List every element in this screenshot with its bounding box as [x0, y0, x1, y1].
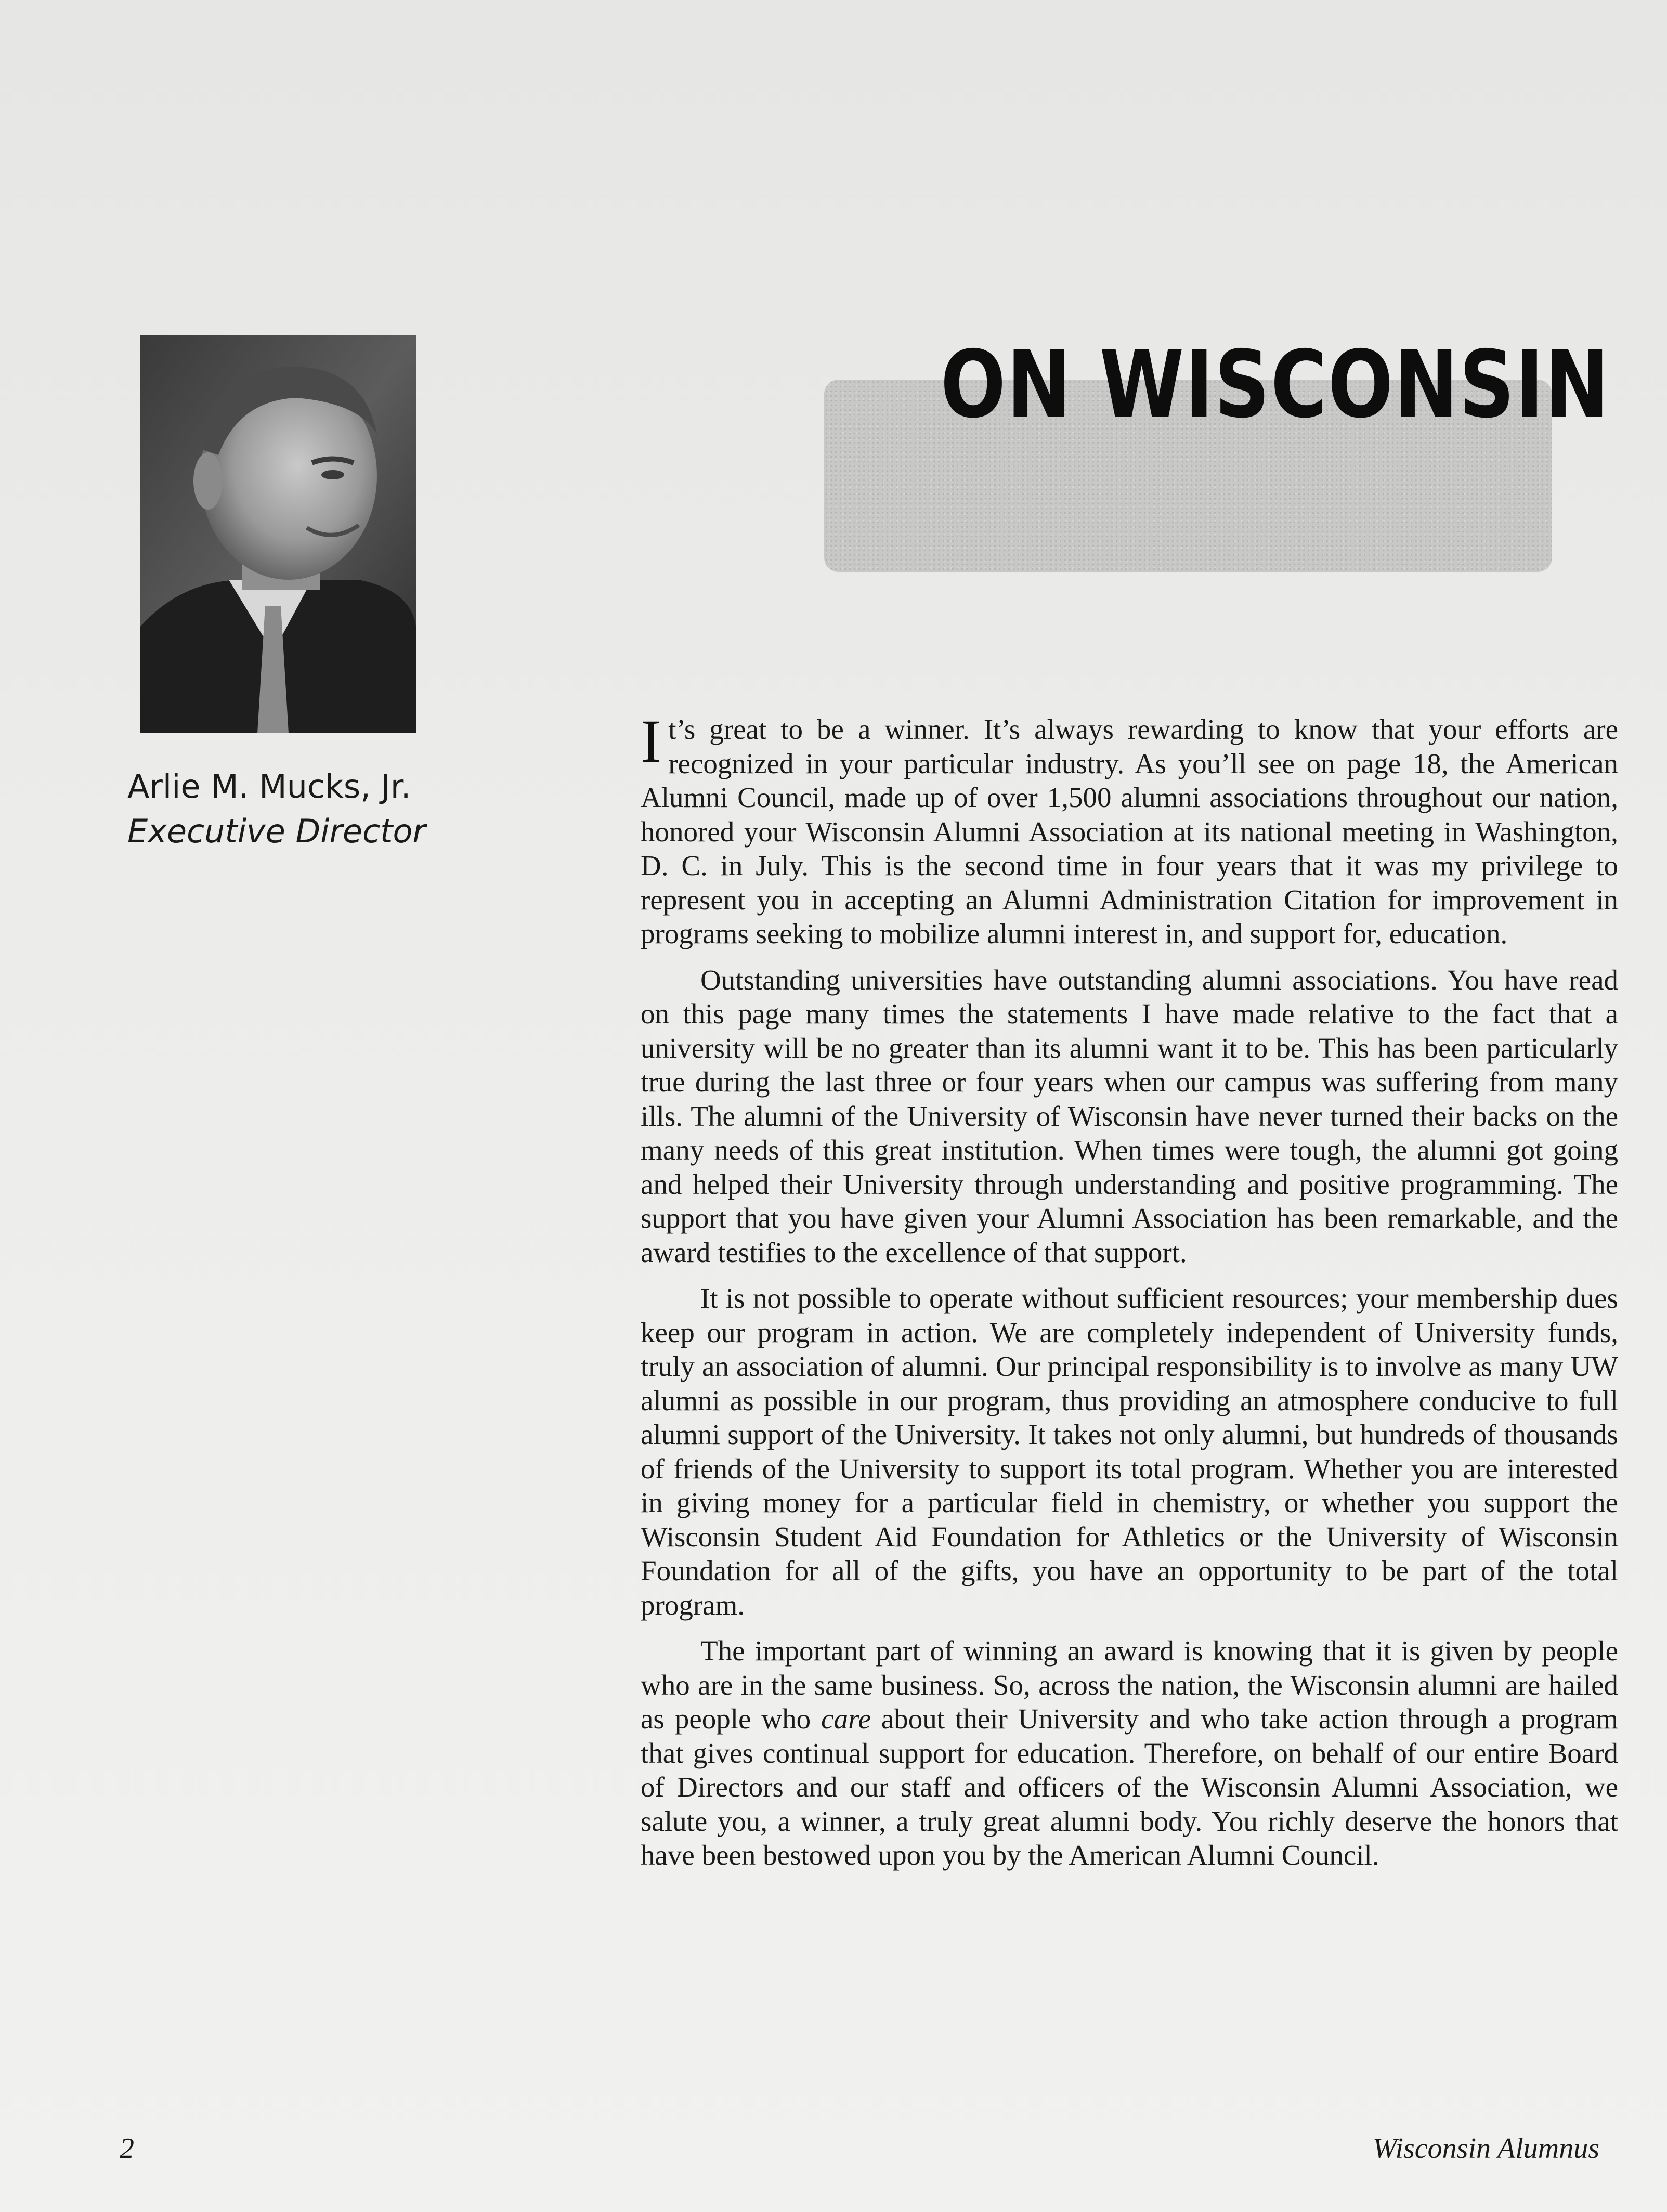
paragraph-4	[641, 1634, 1618, 1872]
paragraph-4-part-a: The important part of winning an award is knowing that it is given by people who are in the same business. So, across the nation, the Wisconsin alumni are hailed as people who	[641, 1635, 1618, 1735]
paragraph-4-emphasis: care	[821, 1703, 871, 1735]
page-title: ON WISCONSIN	[940, 331, 1610, 438]
article-body	[641, 707, 1619, 1884]
paragraph-3: It is not possible to operate without sufficient resources; your membership dues keep our program in action. We are completely independent of University funds, truly an association of alumni. Our principal responsibility is to involve as many UW alumni as possible in our program, thus providing an atmosphere conducive to full alumni support of the University. It takes not only alumni, but hundreds of thousands of friends of the University to support its total program. Whether you are interested in giving money for a particular field in chemistry, or whether you support the Wisconsin Student Aid Foundation for Athletics or the University of Wisconsin Foundation for all of the gifts, you have an opportunity to be part of the total program.	[641, 1282, 1618, 1621]
paragraph-1-text: t’s great to be a winner. It’s always rewarding to know that your efforts are recognized in your particular industry. As you’ll see on page 18, the American Alumni Council, made up of over 1,500 alumni associations throughout our nation, honored your Wisconsin Alumni Association at its national meeting in Washington, D. C. in July. This is the second time in four years that it was my privilege to represent you in accepting an Alumni Administration Citation for improvement in programs seeking to mobilize alumni interest in, and support for, education.	[641, 713, 1618, 949]
paragraph-1	[641, 707, 1618, 951]
paragraph-2: Outstanding universities have outstanding alumni associations. You have read on this page many times the statements I have made relative to the fact that a university will be no greater than its alumni want it to be. This has been particularly true during the last three or four years when our campus was suffering from many ills. The alumni of the University of Wisconsin have never turned their backs on the many needs of this great institution. When times were tough, the alumni got going and helped their University through understanding and positive programming. The support that you have given your Alumni Association has been remarkable, and the award testifies to the excellence of that support.	[641, 964, 1618, 1268]
paragraph-4-part-b: about their University and who take action through a program that gives continual support for education. Therefore, on behalf of our entire Board of Directors and our staff and officers of the Wisconsin Alumni Association, we salute you, a winner, a truly great alumni body. You richly deserve the honors that have been bestowed upon you by the American Alumni Council.	[641, 1703, 1619, 1871]
portrait-photo	[140, 335, 416, 733]
page-number: 2	[120, 2132, 134, 2165]
drop-cap: I	[641, 707, 661, 775]
photo-caption	[127, 764, 460, 854]
caption-role: Executive Director	[127, 812, 426, 850]
caption-name: Arlie M. Mucks, Jr.	[127, 767, 411, 805]
publication-name: Wisconsin Alumnus	[1372, 2132, 1599, 2165]
